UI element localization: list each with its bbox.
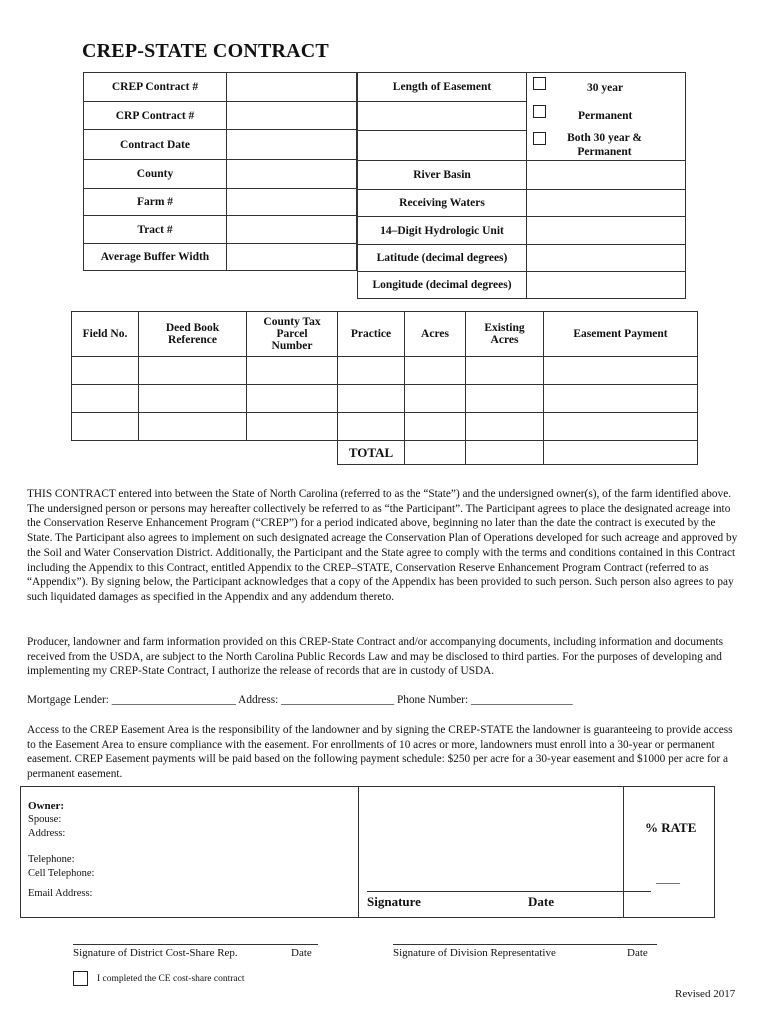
- county-field[interactable]: [227, 160, 357, 189]
- cell[interactable]: [544, 413, 698, 441]
- cell[interactable]: [72, 385, 139, 413]
- cell[interactable]: [247, 385, 338, 413]
- cell[interactable]: [405, 385, 466, 413]
- table-row: [72, 357, 698, 385]
- label-tract: Tract #: [84, 216, 227, 244]
- label-average-buffer-width: Average Buffer Width: [84, 244, 227, 271]
- cell[interactable]: [405, 413, 466, 441]
- header-deed-book-text: Deed Book Reference: [165, 322, 220, 346]
- field-table: [71, 311, 698, 465]
- header-existing-acres-text: Existing Acres: [484, 322, 525, 346]
- total-existing-field[interactable]: [466, 441, 544, 465]
- table-row: [72, 413, 698, 441]
- records-paragraph: Producer, landowner and farm information provided on this CREP-State Contract and/or accompanying documents, including information and documents received from the USDA, are subject to the North Carolina Public Records Law and may be disclosed to third parties. For the purposes of developing and implementing my CREP-State Contract, I authorize the release of records that are in custody of USDA.: [27, 636, 724, 678]
- label-crp-contract: CRP Contract #: [84, 102, 227, 130]
- district-date-label: Date: [291, 947, 312, 959]
- spacer: [139, 441, 247, 465]
- cell[interactable]: [338, 357, 405, 385]
- total-payment-field[interactable]: [544, 441, 698, 465]
- cell[interactable]: [139, 357, 247, 385]
- crp-contract-field[interactable]: [227, 102, 357, 130]
- header-acres: Acres: [405, 312, 466, 357]
- checkbox-permanent[interactable]: [533, 105, 546, 118]
- cell-label: Cell Telephone:: [28, 868, 95, 879]
- label-farm: Farm #: [84, 189, 227, 216]
- receiving-waters-field[interactable]: [527, 190, 686, 217]
- header-county-tax-text: County Tax Parcel Number: [263, 316, 321, 352]
- hydrologic-unit-field[interactable]: [527, 217, 686, 245]
- cell[interactable]: [139, 385, 247, 413]
- label-contract-date: Contract Date: [84, 130, 227, 160]
- division-signature-label: Signature of Division Representative: [393, 947, 556, 959]
- cell[interactable]: [338, 385, 405, 413]
- farm-field[interactable]: [227, 189, 357, 216]
- telephone-label: Telephone:: [28, 854, 75, 865]
- header-field-no: Field No.: [72, 312, 139, 357]
- signature-line[interactable]: [367, 891, 651, 892]
- option-30-year: 30 year: [587, 82, 624, 94]
- label-longitude: Longitude (decimal degrees): [358, 272, 527, 299]
- division-date-label: Date: [627, 947, 648, 959]
- access-paragraph: Access to the CREP Easement Area is the responsibility of the landowner and by signing the CREP-STATE the landowner is guaranteeing to provide access to the Easement Area to ensure compliance with the easement. For enrollments of 10 acres or more, landowners must enroll into a 30-year or permanent easement. CREP Easement payments will be paid based on the following payment schedule: $250 per acre for a 30-year easement and $1000 per acre for a permanent easement.: [27, 724, 733, 781]
- cell[interactable]: [72, 413, 139, 441]
- rate-field[interactable]: ____: [656, 871, 680, 885]
- email-label: Email Address:: [28, 888, 93, 899]
- rate-label: % RATE: [645, 820, 697, 835]
- easement-options: [527, 73, 686, 161]
- contract-paragraph: THIS CONTRACT entered into between the State of North Carolina (referred to as the “State”) and the undersigned owner(s), of the farm identified above. The undersigned person or persons may hereafter collectively be referred to as “the Participant”. The Participant agrees to place the designated acreage into the Conservation Reserve Enhancement Program (“CREP”) for a period indicated above, beginning no later than the date the contract is executed by the State. The Participant also agrees to implement on such designated acreage the Conservation Plan of Operations developed for such acreage and approved by the Soil and Water Conservation District. Additionally, the Participant and the State agree to comply with the terms and conditions contained in this Contract including the Appendix to this Contract, entitled Appendix to the CREP–STATE, Conservation Reserve Enhancement Program Contract (referred to as “Appendix”). By signing below, the Participant acknowledges that a copy of the Appendix has been provided to such person. Such person also agrees to pay such liquidated damages as specified in the Appendix and any addendum thereto.: [27, 488, 738, 603]
- easement-info-table: [357, 72, 686, 299]
- checkbox-30-year[interactable]: [533, 77, 546, 90]
- cell[interactable]: [405, 357, 466, 385]
- cell[interactable]: [466, 357, 544, 385]
- cost-share-checkbox-label: I completed the CE cost-share contract: [97, 974, 245, 984]
- longitude-field[interactable]: [527, 272, 686, 299]
- rate-panel: [623, 787, 715, 917]
- cell[interactable]: [72, 357, 139, 385]
- average-buffer-width-field[interactable]: [227, 244, 357, 271]
- cell[interactable]: [247, 357, 338, 385]
- label-latitude: Latitude (decimal degrees): [358, 245, 527, 272]
- cell[interactable]: [544, 385, 698, 413]
- revised-label: Revised 2017: [675, 988, 736, 1000]
- latitude-field[interactable]: [527, 245, 686, 272]
- header-practice: Practice: [338, 312, 405, 357]
- label-county: County: [84, 160, 227, 189]
- crep-contract-field[interactable]: [227, 73, 357, 102]
- checkbox-both[interactable]: [533, 132, 546, 145]
- label-river-basin: River Basin: [358, 161, 527, 190]
- owner-box: [20, 786, 715, 918]
- cell[interactable]: [544, 357, 698, 385]
- district-signature-line[interactable]: [73, 944, 318, 945]
- division-signature-line[interactable]: [393, 944, 657, 945]
- cost-share-checkbox[interactable]: [73, 971, 88, 986]
- mortgage-line: Mortgage Lender: ______________________ Address: ____________________ Phone Number: __________________: [27, 694, 573, 706]
- spacer: [72, 441, 139, 465]
- table-row: [72, 385, 698, 413]
- header-county-tax: [247, 312, 338, 357]
- total-acres-field[interactable]: [405, 441, 466, 465]
- tract-field[interactable]: [227, 216, 357, 244]
- spouse-label: Spouse:: [28, 814, 62, 825]
- easement-blank-1: [358, 102, 527, 130]
- address-label: Address:: [28, 828, 66, 839]
- cell[interactable]: [466, 385, 544, 413]
- cell[interactable]: [338, 413, 405, 441]
- page-title: CREP-STATE CONTRACT: [82, 40, 329, 62]
- header-existing-acres: [466, 312, 544, 357]
- cell[interactable]: [139, 413, 247, 441]
- total-label: TOTAL: [338, 441, 405, 465]
- label-length-of-easement: Length of Easement: [358, 73, 527, 102]
- label-receiving-waters: Receiving Waters: [358, 190, 527, 217]
- date-label: Date: [528, 894, 554, 909]
- easement-blank-2: [358, 130, 527, 160]
- label-crep-contract: CREP Contract #: [84, 73, 227, 102]
- cell[interactable]: [466, 413, 544, 441]
- cell[interactable]: [247, 413, 338, 441]
- river-basin-field[interactable]: [527, 161, 686, 190]
- option-permanent: Permanent: [578, 110, 633, 122]
- label-hydrologic-unit: 14–Digit Hydrologic Unit: [358, 217, 527, 245]
- contract-date-field[interactable]: [227, 130, 357, 160]
- contract-info-table: [83, 72, 357, 271]
- signature-label: Signature: [367, 894, 421, 909]
- owner-label: Owner:: [28, 800, 65, 812]
- header-easement-payment: Easement Payment: [544, 312, 698, 357]
- option-both: Both 30 year & Permanent: [567, 132, 642, 158]
- spacer: [247, 441, 338, 465]
- district-signature-label: Signature of District Cost-Share Rep.: [73, 947, 238, 959]
- header-deed-book: [139, 312, 247, 357]
